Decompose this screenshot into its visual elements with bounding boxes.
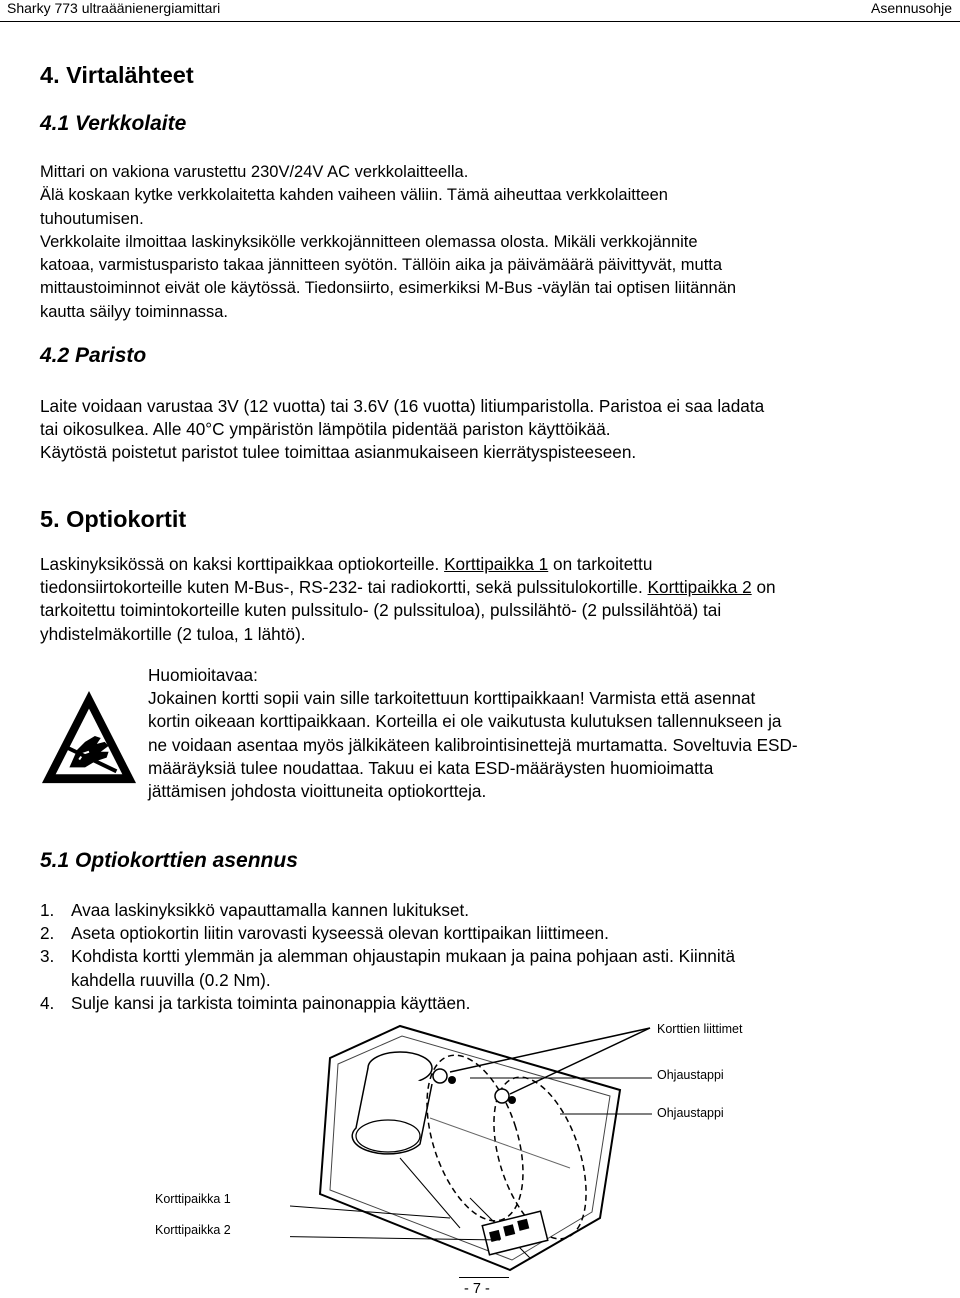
text-run: Laskinyksikössä on kaksi korttipaikkaa optiokorteille. xyxy=(40,554,445,574)
section-5-title: 5. Optiokortit xyxy=(40,506,187,532)
list-item xyxy=(40,945,900,968)
slot-2-reference: Korttipaikka 2 xyxy=(647,577,752,598)
section-4-1-body xyxy=(40,161,920,324)
text-line: katoaa, varmistusparisto takaa jännitteen syötön. Tällöin aika ja päivämäärä päivittyvät, mutta xyxy=(40,256,723,275)
step-number: 4. xyxy=(40,992,55,1013)
page-number: - 7 - xyxy=(464,1281,490,1297)
section-4-title: 4. Virtalähteet xyxy=(40,62,194,88)
step-text: Sulje kansi ja tarkista toiminta painonappia käyttäen. xyxy=(71,992,471,1013)
text-line: Jokainen kortti sopii vain sille tarkoitettuun korttipaikkaan! Varmista että asennat xyxy=(148,688,756,709)
text-line: tarkoitettu toimintokorteille kuten pulssitulo- (2 pulssituloa), pulssilähtö- (2 pulssilähtöä) tai xyxy=(40,600,722,621)
step-number: 2. xyxy=(40,923,55,944)
section-5-body xyxy=(40,553,920,646)
text-line: Verkkolaite ilmoittaa laskinyksikölle verkkojännitteen olemassa olosta. Mikäli verkkojännite xyxy=(40,232,698,251)
text-line: kortin oikeaan korttipaikkaan. Korteilla ei ole vaikutusta kulutuksen tallennukseen ja xyxy=(148,711,782,732)
list-item xyxy=(40,899,900,922)
text-run: tiedonsiirtokorteille kuten M-Bus-, RS-232- tai radiokortti, sekä pulssitulokortille. xyxy=(40,577,648,598)
section-4-1-title: 4.1 Verkkolaite xyxy=(40,112,187,135)
list-item xyxy=(40,992,900,1015)
text-line: yhdistelmäkortille (2 tuloa, 1 lähtö). xyxy=(40,623,306,644)
running-header-title: Sharky 773 ultraäänienergiamittari xyxy=(7,0,221,16)
text-line: mittaustoiminnot eivät ole käytössä. Tiedonsiirto, esimerkiksi M-Bus -väylän tai optisen liitännän xyxy=(40,279,737,298)
text-line xyxy=(40,576,920,599)
text-line: ne voidaan asentaa myös jälkikäteen kalibrointisinettejä murtamatta. Soveltuvia ESD- xyxy=(148,734,798,755)
list-item xyxy=(40,922,900,945)
section-4-2-body xyxy=(40,395,920,465)
step-number xyxy=(40,969,71,992)
esd-note xyxy=(148,664,918,803)
esd-warning-icon xyxy=(40,689,138,787)
callout-guide-pin-lower: Ohjaustappi xyxy=(657,1106,724,1120)
text-line xyxy=(40,553,920,576)
text-line: Käytöstä poistetut paristot tulee toimittaa asianmukaiseen kierrätyspisteeseen. xyxy=(40,442,637,463)
list-item xyxy=(40,969,900,992)
text-line: Laite voidaan varustaa 3V (12 vuotta) tai 3.6V (16 vuotta) litiumparistolla. Paristoa ei saa ladata xyxy=(40,396,765,416)
text-line: Mittari on vakiona varustettu 230V/24V AC verkkolaitteella. xyxy=(40,163,469,181)
callout-slot-1: Korttipaikka 1 xyxy=(155,1192,231,1206)
note-heading: Huomioitavaa: xyxy=(148,665,258,685)
step-number: 1. xyxy=(40,900,55,920)
footer-rule xyxy=(459,1277,509,1278)
callout-card-connectors: Korttien liittimet xyxy=(657,1022,743,1036)
installation-steps xyxy=(40,899,900,1015)
step-text: Avaa laskinyksikkö vapauttamalla kannen lukitukset. xyxy=(71,900,470,920)
callout-guide-pin-upper: Ohjaustappi xyxy=(657,1068,724,1082)
section-4-2-title: 4.2 Paristo xyxy=(40,344,147,367)
text-run: on xyxy=(751,577,776,598)
step-text: Aseta optiokortin liitin varovasti kyseessä olevan korttipaikan liittimeen. xyxy=(71,923,609,944)
calculator-unit-illustration xyxy=(290,1018,690,1278)
callout-slot-2: Korttipaikka 2 xyxy=(155,1223,231,1237)
text-line: tuhoutumisen. xyxy=(40,209,144,228)
step-text: kahdella ruuvilla (0.2 Nm). xyxy=(71,969,271,990)
slot-1-reference: Korttipaikka 1 xyxy=(444,554,549,574)
text-line: jättämisen johdosta vioittuneita optiokortteja. xyxy=(148,781,487,802)
text-line: kautta säilyy toiminnassa. xyxy=(40,302,229,321)
text-line: määräyksiä tulee noudattaa. Takuu ei kata ESD-määräysten huomioimatta xyxy=(148,757,714,778)
step-text: Kohdista kortti ylemmän ja alemman ohjaustapin mukaan ja paina pohjaan asti. Kiinnitä xyxy=(71,946,736,967)
text-line: tai oikosulkea. Alle 40°C ympäristön lämpötila pidentää pariston käyttöikää. xyxy=(40,419,611,440)
running-header-section: Asennusohje xyxy=(871,0,952,16)
text-run: on tarkoitettu xyxy=(548,554,653,574)
header-rule xyxy=(0,21,960,22)
step-number: 3. xyxy=(40,946,55,967)
text-line: Älä koskaan kytke verkkolaitetta kahden vaiheen väliin. Tämä aiheuttaa verkkolaitteen xyxy=(40,186,668,205)
section-5-1-title: 5.1 Optiokorttien asennus xyxy=(40,849,298,872)
